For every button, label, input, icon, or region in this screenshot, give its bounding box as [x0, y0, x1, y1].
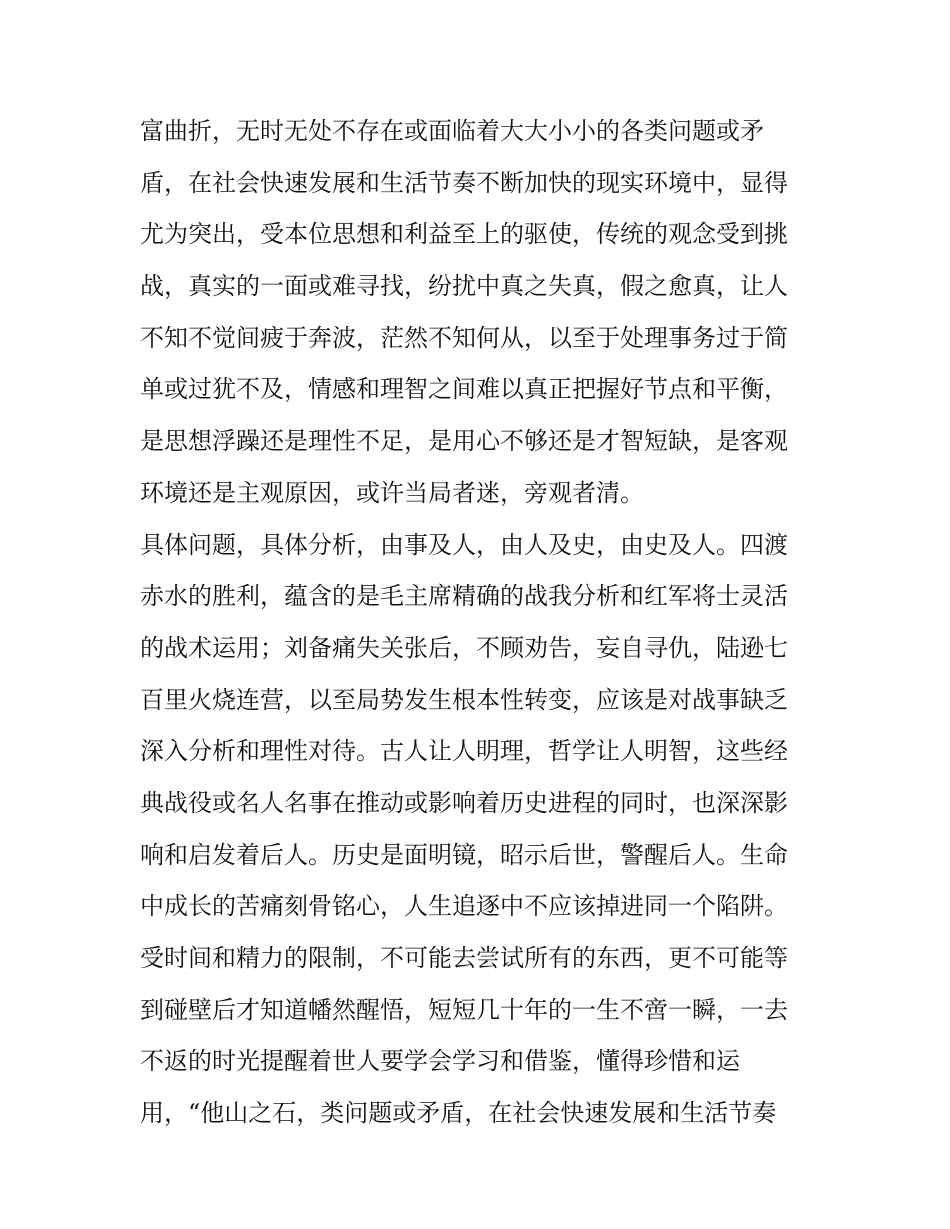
text-line: 中成长的苦痛刻骨铭心，人生追逐中不应该掉进同一个陷阱。: [140, 892, 788, 921]
text-line: 百里火烧连营，以至局势发生根本性转变，应该是对战事缺乏: [140, 685, 788, 714]
text-line: 尤为突出，受本位思想和利益至上的驱使，传统的观念受到挑: [140, 220, 788, 249]
text-line: 用，“他山之石，类问题或矛盾，在社会快速发展和生活节奏: [140, 1099, 777, 1128]
text-line: 环境还是主观原因，或许当局者迷，旁观者清。: [140, 478, 644, 507]
text-line: 不知不觉间疲于奔波，茫然不知何从，以至于处理事务过于简: [140, 323, 788, 352]
text-line: 受时间和精力的限制，不可能去尝试所有的东西，更不可能等: [140, 944, 788, 972]
text-line: 赤水的胜利，蕴含的是毛主席精确的战我分析和红军将士灵活: [140, 582, 788, 611]
text-line: 不返的时光提醒着世人要学会学习和借鉴，懂得珍惜和运: [140, 1047, 740, 1076]
text-line: 的战术运用；刘备痛失关张后，不顾劝告，妄自寻仇，陆逊七: [140, 633, 788, 662]
text-line: 战，真实的一面或难寻找，纷扰中真之失真，假之愈真，让人: [140, 272, 788, 301]
text-line: 是思想浮躁还是理性不足，是用心不够还是才智短缺，是客观: [140, 427, 788, 456]
text-line: 深入分析和理性对待。古人让人明理，哲学让人明智，这些经: [140, 737, 788, 766]
text-line: 富曲折，无时无处不存在或面临着大大小小的各类问题或矛: [140, 117, 764, 145]
text-line: 单或过犹不及，情感和理智之间难以真正把握好节点和平衡，: [140, 375, 788, 404]
text-line: 典战役或名人名事在推动或影响着历史进程的同时，也深深影: [140, 788, 788, 817]
text-line: 响和启发着后人。历史是面明镜，昭示后世，警醒后人。生命: [140, 840, 788, 869]
text-line: 盾，在社会快速发展和生活节奏不断加快的现实环境中，显得: [140, 168, 788, 197]
text-line: 到碰壁后才知道幡然醒悟，短短几十年的一生不啻一瞬，一去: [140, 995, 788, 1024]
text-line: 具体问题，具体分析，由事及人，由人及史，由史及人。四渡: [140, 530, 788, 559]
body-text: [140, 106, 820, 1140]
